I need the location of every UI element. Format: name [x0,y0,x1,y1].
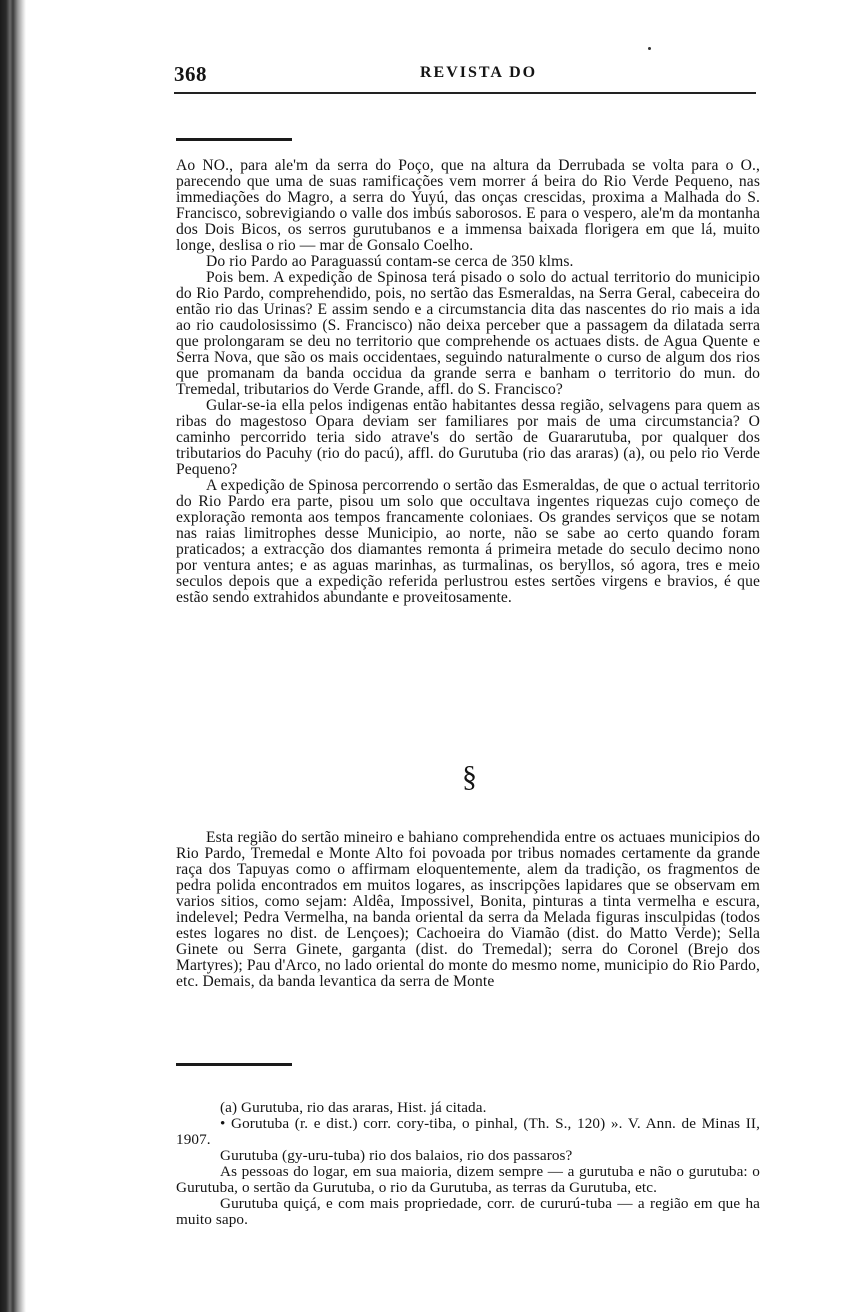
footnote: Gurutuba quiçá, e com mais propriedade, corr. de cururú-tuba — a região em que ha muito sapo. [176,1195,760,1228]
section-rule [176,138,292,141]
body-text-part-1 [176,158,760,606]
running-head: REVISTA DO [420,64,538,81]
footnote: Gurutuba (gy-uru-tuba) rio dos balaios, rio dos passaros? [220,1147,573,1164]
header-rule [174,92,756,94]
footnote: (a) Gurutuba, rio das araras, Hist. já citada. [220,1099,487,1116]
book-binding-edge [0,0,26,1312]
footnotes [176,1100,760,1228]
paragraph: Pois bem. A expedição de Spinosa terá pisado o solo do actual territorio do municipio do Rio Pardo, comprehendido, pois, no sertão das Esmeraldas, na Serra Geral, cabeceira do então rio das Urinas? E assim sendo e a circumstancia dita das nascentes do rio mais a ida ao rio caudolosissimo (S. Francisco) não deixa perceber que a passagem da dilatada serra que prolongaram se deu no territorio que comprehende os actuaes dists. de Agua Quente e Serra Nova, que são os mais occidentaes, seguindo naturalmente o curso de algum dos rios que promanam da banda occidua da grande serra e banham o territorio do mun. do Tremedal, tributarios do Verde Grande, affl. do S. Francisco? [176,269,760,398]
footnote: As pessoas do logar, em sua maioria, dizem sempre — a gurutuba e não o gurutuba: o Gurutuba, o sertão da Gurutuba, o rio da Gurutuba, as terras da Gurutuba, etc. [176,1163,760,1196]
footnote: • Gorutuba (r. e dist.) corr. cory-tiba, o pinhal, (Th. S., 120) ». V. Ann. de Minas II, 1907. [176,1115,760,1148]
body-text-part-2 [176,830,760,990]
footnote-rule [176,1063,292,1066]
paragraph: Esta região do sertão mineiro e bahiano comprehendida entre os actuaes municipios do Rio Pardo, Tremedal e Monte Alto foi povoada por tribus nomades certamente da grande raça dos Tapuyas como o affirmam eloquentemente, alem da tradição, os fragmentos de pedra polida encontrados em muitos logares, as inscripções lapidares que se observam em varios sitios, como sejam: Aldêa, Impossivel, Bonita, pinturas a tinta vermelha e escura, indelevel; Pedra Vermelha, na banda oriental da serra da Melada figuras insculpidas (todos estes logares no dist. de Lençoes); Cachoeira do Viamão (dist. do Matto Verde); Sella Ginete ou Serra Ginete, garganta (dist. do Tremedal); serra do Coronel (Brejo dos Martyres); Pau d'Arco, no lado oriental do monte do mesmo nome, municipio do Rio Pardo, etc. Demais, da banda levantica da serra de Monte [176,829,760,990]
paragraph: A expedição de Spinosa percorrendo o sertão das Esmeraldas, de que o actual territorio do Rio Pardo era parte, pisou um solo que occultava ingentes riquezas cujo começo de exploração remonta aos tempos francamente coloniaes. Os grandes serviços que se notam nas raias limitrophes desse Municipio, ao norte, não se sabe ao certo quando foram praticados; a extracção dos diamantes remonta á primeira metade do seculo decimo nono por ventura antes; e as aguas marinhas, as turmalinas, os beryllos, só agora, tres e meio seculos depois que a expedição referida perlustrou estes sertões virgens e bravios, é que estão sendo extrahidos abundante e proveitosamente. [176,477,760,606]
page-number: 368 [174,62,207,86]
section-mark: § [462,760,477,793]
print-speck [648,47,651,50]
paragraph: Do rio Pardo ao Paraguassú contam-se cerca de 350 klms. [206,253,574,270]
paragraph: Gular-se-ia ella pelos indigenas então habitantes dessa região, selvagens para quem as ribas do magestoso Opara deviam ser familiares por mais de uma circumstancia? O caminho percorrido teria sido atrave's do sertão de Guararutuba, por qualquer dos tributarios do Pacuhy (rio do pacú), affl. do Gurutuba (rio das araras) (a), ou pelo rio Verde Pequeno? [176,397,760,478]
paragraph: Ao NO., para ale'm da serra do Poço, que na altura da Derrubada se volta para o O., parecendo que uma de suas ramificações vem morrer á beira do Rio Verde Pequeno, nas immediações do Magro, a serra do Yuyú, das onças crescidas, proxima a Malhada do S. Francisco, sobrevigiando o valle dos imbús saborosos. E para o vespero, ale'm da montanha dos Dois Bicos, os serros gurutubanos e a immensa baixada florigera em que lá, muito longe, deslisa o rio — mar de Gonsalo Coelho. [176,157,760,254]
